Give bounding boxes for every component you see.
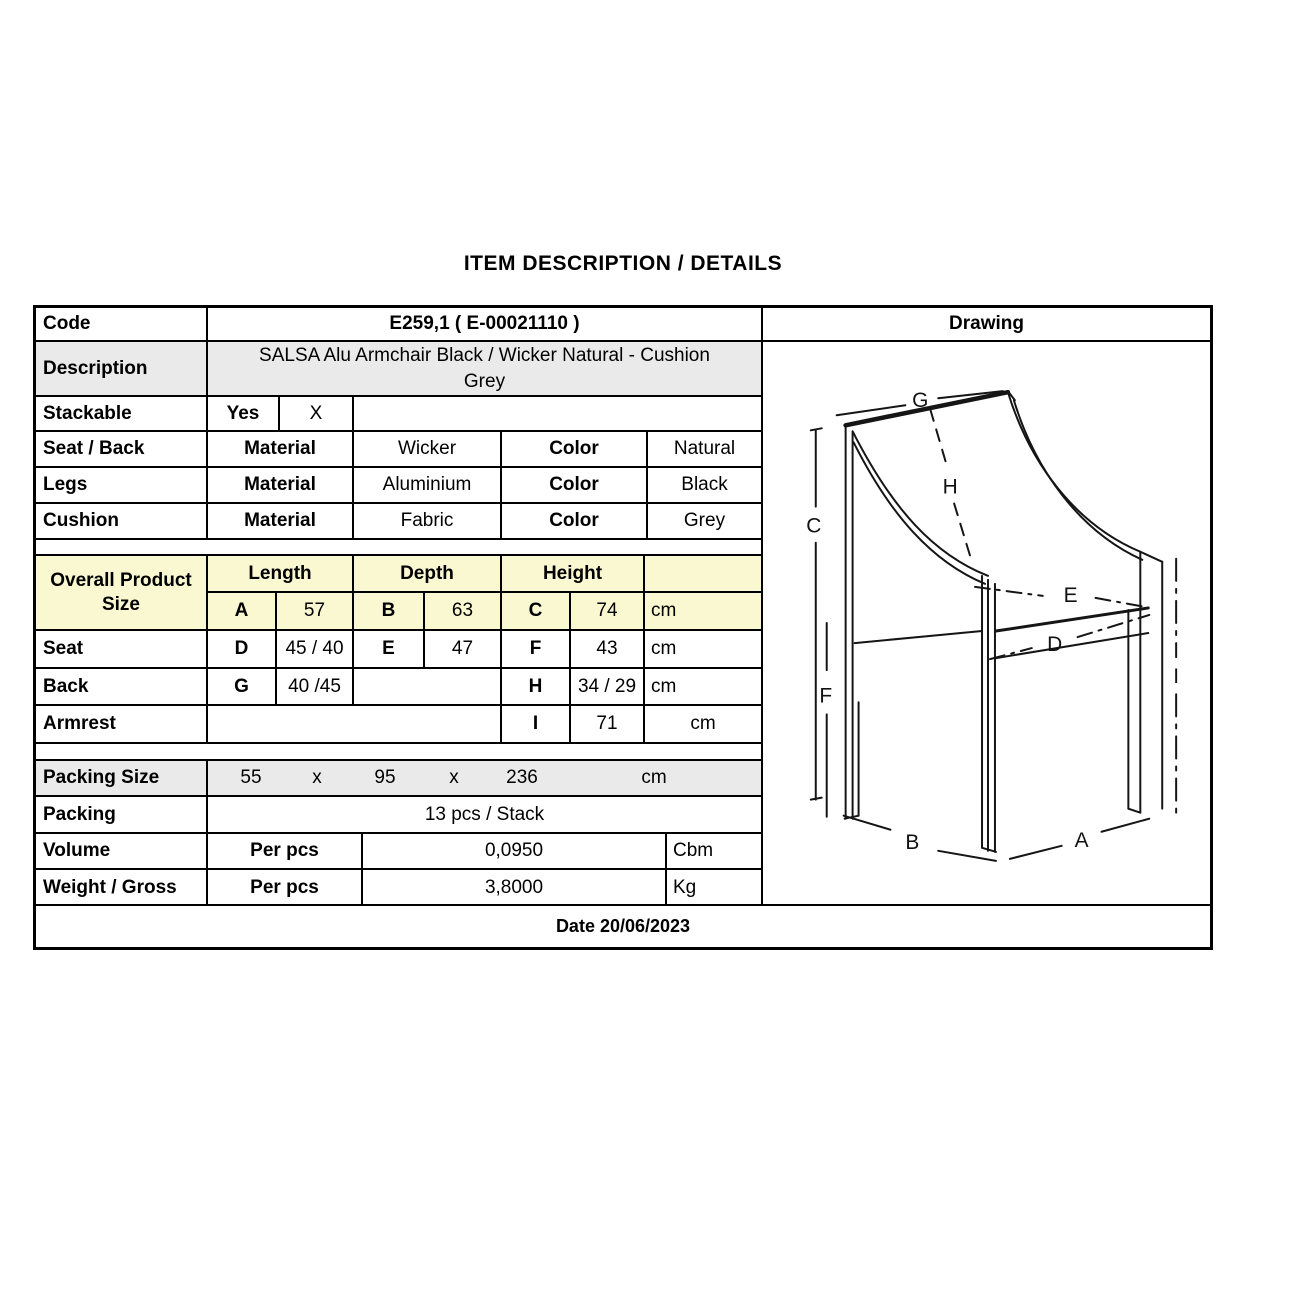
dim-b-key: B [354, 593, 425, 629]
seat-back-material-row [36, 432, 761, 468]
packing-size-x1: x [312, 767, 322, 788]
dim-g-value: 40 /45 [277, 669, 354, 704]
spacer-row-1 [36, 540, 761, 556]
volume-row [36, 834, 761, 870]
seat-size-unit: cm [651, 638, 677, 659]
legs-color-key: Color [502, 468, 648, 502]
weight-row [36, 870, 761, 906]
packing-size-unit: cm [641, 767, 667, 788]
overall-size-label: Overall Product Size [36, 556, 208, 629]
volume-label: Volume [36, 834, 208, 868]
stackable-empty [354, 397, 761, 430]
cushion-material-row [36, 504, 761, 540]
dim-a-key: A [208, 593, 277, 629]
armrest-empty [208, 706, 502, 742]
seat-back-material-key: Material [208, 432, 354, 466]
dim-h-value: 34 / 29 [571, 669, 645, 704]
volume-per: Per pcs [208, 834, 363, 868]
back-size-empty [354, 669, 502, 704]
cushion-color-key: Color [502, 504, 648, 538]
dim-f-value: 43 [571, 631, 645, 667]
legs-material-key: Material [208, 468, 354, 502]
cushion-material-value: Fabric [354, 504, 502, 538]
cushion-material-key: Material [208, 504, 354, 538]
table-main [36, 308, 1210, 906]
armrest-label: Armrest [36, 706, 208, 742]
description-text: SALSA Alu Armchair Black / Wicker Natural - Cushion Grey [259, 344, 710, 392]
dim-h-key: H [502, 669, 571, 704]
packing-value: 13 pcs / Stack [424, 803, 545, 825]
description-value [208, 342, 761, 395]
dim-label-b: B [905, 830, 920, 854]
dim-i-key: I [502, 706, 571, 742]
depth-header: Depth [354, 556, 502, 591]
overall-size-section [36, 556, 761, 631]
code-row [36, 308, 761, 342]
spec-table [33, 305, 1213, 950]
seat-size-row [36, 631, 761, 669]
seat-size-label: Seat [36, 631, 208, 667]
packing-size-v2: 95 [374, 767, 396, 788]
dim-g-key: G [208, 669, 277, 704]
size-header-row [208, 556, 761, 593]
code-value: E259,1 ( E-00021110 ) [389, 313, 580, 334]
size-header-unit-empty [645, 556, 761, 591]
armrest-size-row [36, 706, 761, 744]
stackable-label: Stackable [36, 397, 208, 430]
seat-back-color-value: Natural [673, 438, 736, 459]
dim-a-value: 57 [277, 593, 354, 629]
dim-label-d: D [1047, 633, 1063, 657]
height-header: Height [502, 556, 645, 591]
armrest-unit: cm [690, 713, 716, 734]
dim-label-a: A [1074, 828, 1089, 852]
legs-label: Legs [36, 468, 208, 502]
dim-b-value: 63 [425, 593, 502, 629]
dim-label-i: I [1173, 665, 1180, 689]
legs-color-value: Black [681, 474, 728, 495]
cushion-color-value: Grey [683, 510, 726, 531]
packing-size-x2: x [449, 767, 459, 788]
weight-value: 3,8000 [363, 870, 667, 906]
packing-size-v3: 236 [506, 767, 538, 788]
spacer-row-2 [36, 744, 761, 761]
packing-size-values [208, 761, 761, 795]
weight-label: Weight / Gross [36, 870, 208, 906]
weight-unit: Kg [673, 877, 697, 898]
packing-row [36, 797, 761, 834]
seat-back-color-key: Color [502, 432, 648, 466]
legs-material-value: Aluminium [354, 468, 502, 502]
overall-size-grid [208, 556, 761, 629]
page-title: ITEM DESCRIPTION / DETAILS [463, 252, 783, 275]
size-abc-unit: cm [645, 593, 761, 629]
dim-label-e: E [1063, 583, 1078, 607]
cushion-label: Cushion [36, 504, 208, 538]
weight-per: Per pcs [208, 870, 363, 906]
volume-unit: Cbm [673, 840, 714, 861]
packing-size-label: Packing Size [36, 761, 208, 795]
back-size-label: Back [36, 669, 208, 704]
drawing-header: Drawing [763, 308, 1210, 342]
dim-e-value: 47 [425, 631, 502, 667]
description-row [36, 342, 761, 397]
armchair-technical-drawing [763, 342, 1210, 904]
code-label: Code [36, 308, 208, 340]
stackable-mark: X [280, 397, 354, 430]
description-label: Description [36, 342, 208, 395]
packing-size-row [36, 761, 761, 797]
seat-back-material-value: Wicker [354, 432, 502, 466]
drawing-panel [763, 308, 1210, 904]
packing-label: Packing [36, 797, 208, 832]
dim-d-key: D [208, 631, 277, 667]
back-size-row [36, 669, 761, 706]
dim-i-value: 71 [571, 706, 645, 742]
dim-d-value: 45 / 40 [277, 631, 354, 667]
dim-c-value: 74 [571, 593, 645, 629]
dim-label-f: F [819, 684, 833, 708]
length-header: Length [208, 556, 354, 591]
data-block [36, 308, 763, 904]
back-size-unit: cm [651, 675, 677, 697]
volume-value: 0,0950 [363, 834, 667, 868]
dim-f-key: F [502, 631, 571, 667]
packing-size-v1: 55 [240, 767, 262, 788]
drawing-area [763, 342, 1210, 904]
dim-label-c: C [806, 514, 822, 538]
date-text: Date 20/06/2023 [555, 916, 691, 936]
legs-material-row [36, 468, 761, 504]
dim-label-h: H [942, 475, 958, 499]
stackable-row [36, 397, 761, 432]
size-abc-row [208, 593, 761, 629]
stackable-yes: Yes [208, 397, 280, 430]
dim-label-g: G [912, 389, 929, 413]
date-row [36, 906, 1210, 947]
seat-back-label: Seat / Back [36, 432, 208, 466]
dim-c-key: C [502, 593, 571, 629]
dim-e-key: E [354, 631, 425, 667]
